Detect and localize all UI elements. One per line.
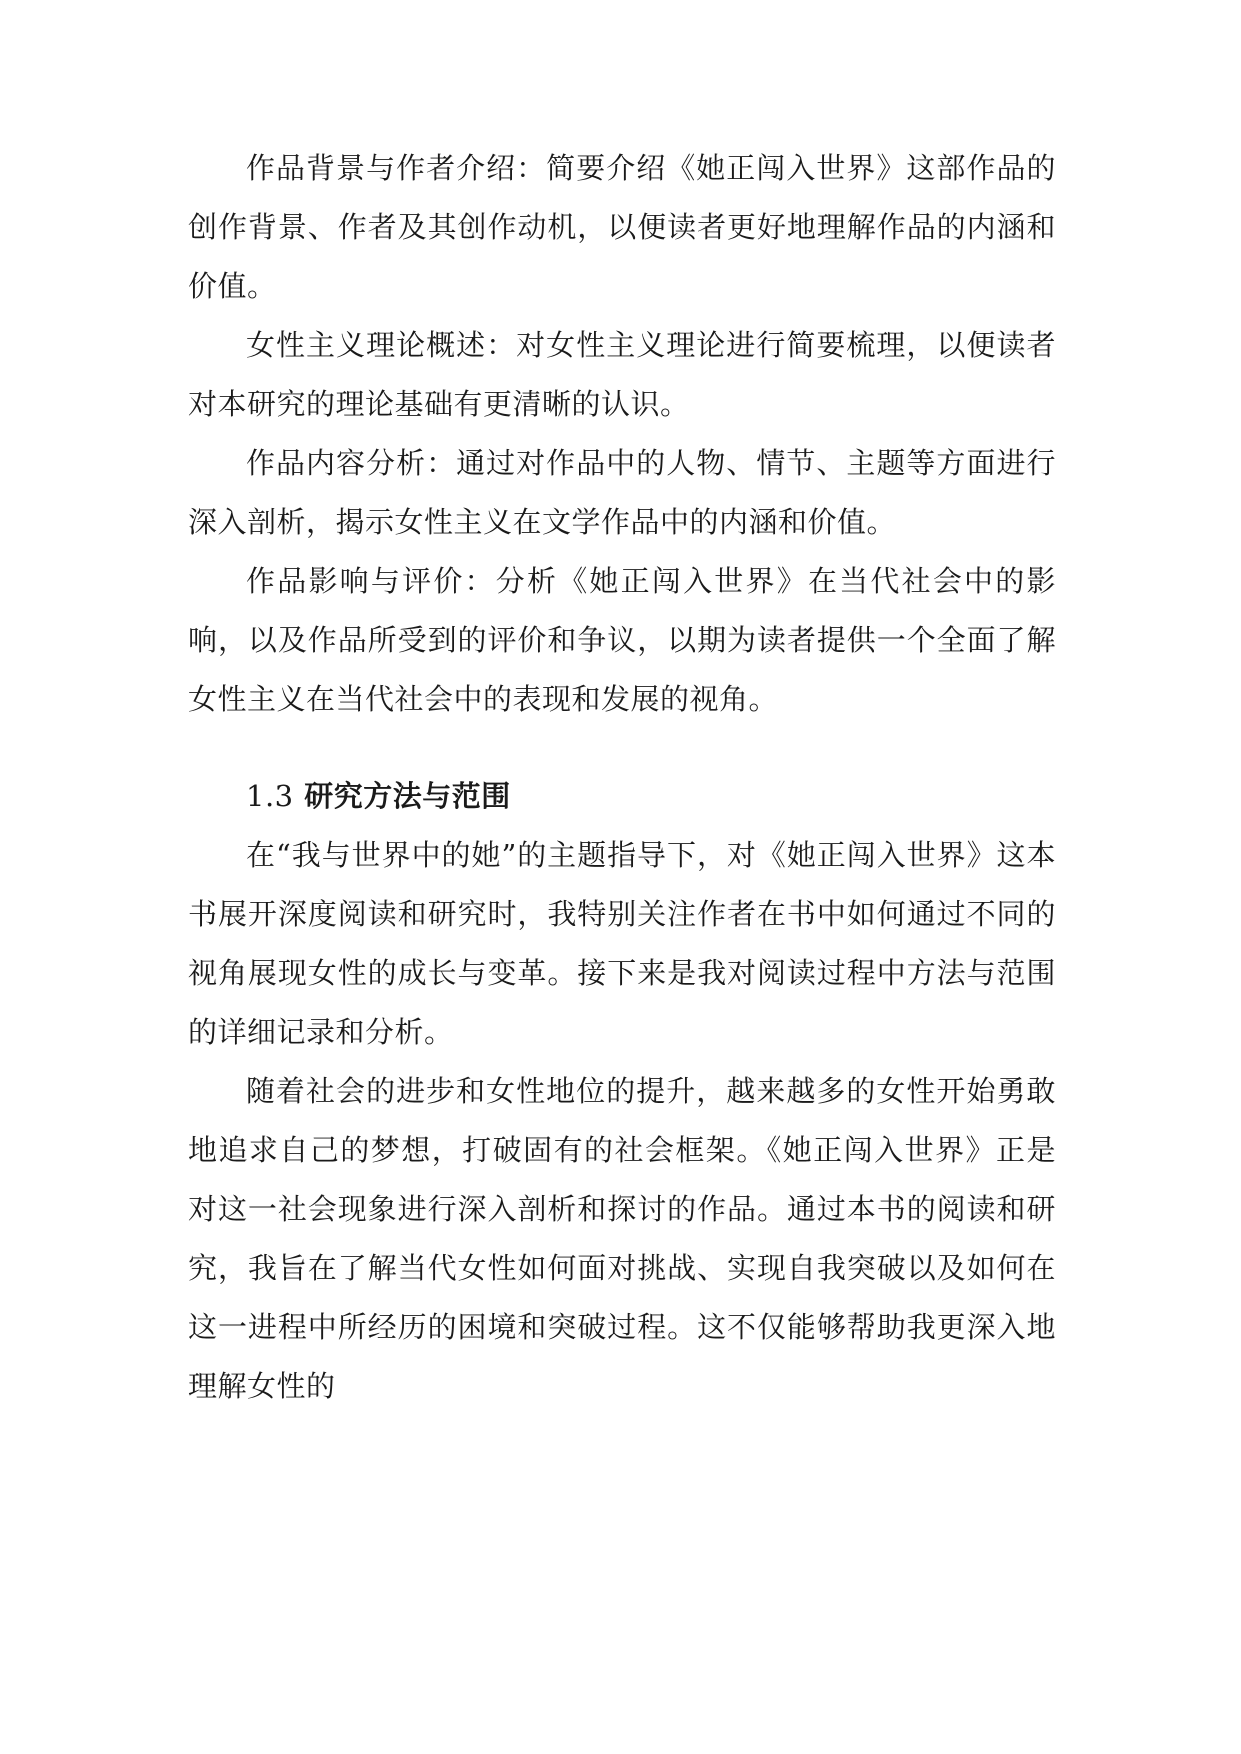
paragraph-method-intro: 在“我与世界中的她”的主题指导下，对《她正闯入世界》这本书展开深度阅读和研究时，我特别关注作者在书中如何通过不同的视角展现女性的成长与变革。接下来是我对阅读过程中方法与范围的详细记录和分析。 <box>188 838 1056 1049</box>
section-title: 研究方法与范围 <box>304 779 511 813</box>
section-heading <box>188 767 1056 826</box>
paragraph-feminist-theory: 女性主义理论概述：对女性主义理论进行简要梳理，以便读者对本研究的理论基础有更清晰的认识。 <box>188 328 1056 421</box>
document-body <box>188 139 1056 1416</box>
paragraph-background: 作品背景与作者介绍：简要介绍《她正闯入世界》这部作品的创作背景、作者及其创作动机，以便读者更好地理解作品的内涵和价值。 <box>188 151 1056 303</box>
section-spacer <box>188 729 1056 767</box>
section-number: 1.3 <box>246 779 294 813</box>
paragraph-research-purpose: 随着社会的进步和女性地位的提升，越来越多的女性开始勇敢地追求自己的梦想，打破固有的社会框架。《她正闯入世界》正是对这一社会现象进行深入剖析和探讨的作品。通过本书的阅读和研究，我旨在了解当代女性如何面对挑战、实现自我突破以及如何在这一进程中所经历的困境和突破过程。这不仅能够帮助我更深入地理解女性的 <box>188 1074 1056 1403</box>
paragraph-impact-evaluation: 作品影响与评价：分析《她正闯入世界》在当代社会中的影响，以及作品所受到的评价和争议，以期为读者提供一个全面了解女性主义在当代社会中的表现和发展的视角。 <box>188 564 1056 716</box>
paragraph-content-analysis: 作品内容分析：通过对作品中的人物、情节、主题等方面进行深入剖析，揭示女性主义在文学作品中的内涵和价值。 <box>188 446 1056 539</box>
